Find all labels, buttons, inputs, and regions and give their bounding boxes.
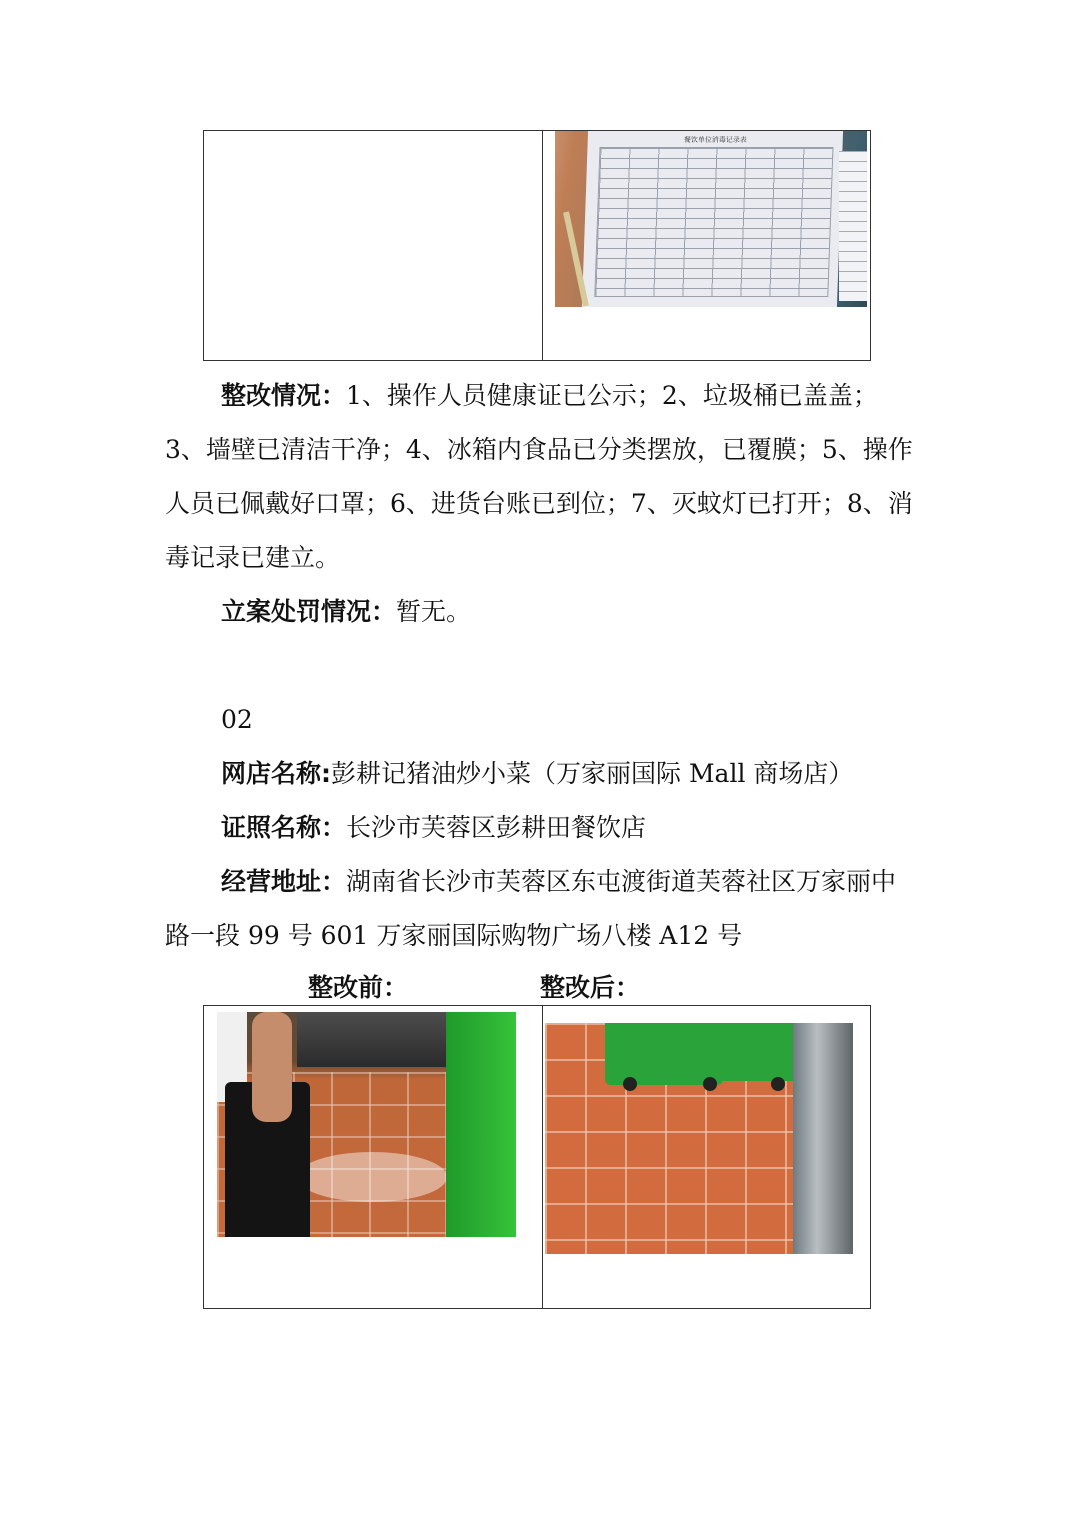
shop-name-label: 网店名称: xyxy=(221,759,331,788)
rectification-text: 1、操作人员健康证已公示；2、垃圾桶已盖盖；3、墙壁已清洁干净；4、冰箱内食品已分类摆放，已覆膜；5、操作人员已佩戴好口罩；6、进货台账已到位；7、灭蚊灯已打开；8、消毒记录已建立。 xyxy=(165,381,913,572)
rectification-label: 整改情况： xyxy=(221,381,347,410)
penalty-text: 暂无。 xyxy=(396,597,472,626)
shop-name-paragraph xyxy=(165,747,913,801)
photo-cell-empty xyxy=(204,131,543,361)
after-label: 整改后： xyxy=(540,973,641,1002)
address-text: 湖南省长沙市芙蓉区东屯渡街道芙蓉社区万家丽中路一段 99 号 601 万家丽国际购物广场八楼 A12 号 xyxy=(165,867,897,950)
door-frame xyxy=(793,1023,853,1254)
address-label: 经营地址： xyxy=(221,867,347,896)
rectification-paragraph xyxy=(165,369,913,585)
green-trash-bin xyxy=(713,1023,805,1081)
person-arm xyxy=(252,1012,292,1122)
disinfection-record-photo xyxy=(555,131,867,307)
address-paragraph xyxy=(165,855,913,963)
license-text: 长沙市芙蓉区彭耕田餐饮店 xyxy=(346,813,647,842)
before-rectification-photo xyxy=(217,1012,516,1237)
bin-wheel xyxy=(703,1077,717,1091)
license-label: 证照名称： xyxy=(221,813,347,842)
bin-wheel xyxy=(623,1077,637,1091)
penalty-paragraph xyxy=(165,585,913,639)
green-trash-bin xyxy=(446,1012,516,1237)
before-label: 整改前： xyxy=(308,973,409,1002)
record-sheet-grid xyxy=(594,147,833,297)
record-sheet-paper xyxy=(582,131,843,307)
floor-spill xyxy=(297,1152,447,1202)
license-paragraph xyxy=(165,801,913,855)
record-sheet-side-page xyxy=(839,151,867,301)
after-rectification-photo xyxy=(545,1023,853,1254)
penalty-label: 立案处罚情况： xyxy=(221,597,397,626)
record-sheet-title: 餐饮单位消毒记录表 xyxy=(683,136,747,144)
section-number: 02 xyxy=(221,705,253,734)
green-trash-bin xyxy=(605,1023,723,1085)
shelf-shape xyxy=(297,1012,467,1067)
shop-name-text: 彭耕记猪油炒小菜（万家丽国际 Mall 商场店） xyxy=(331,759,854,788)
bin-wheel xyxy=(771,1077,785,1091)
